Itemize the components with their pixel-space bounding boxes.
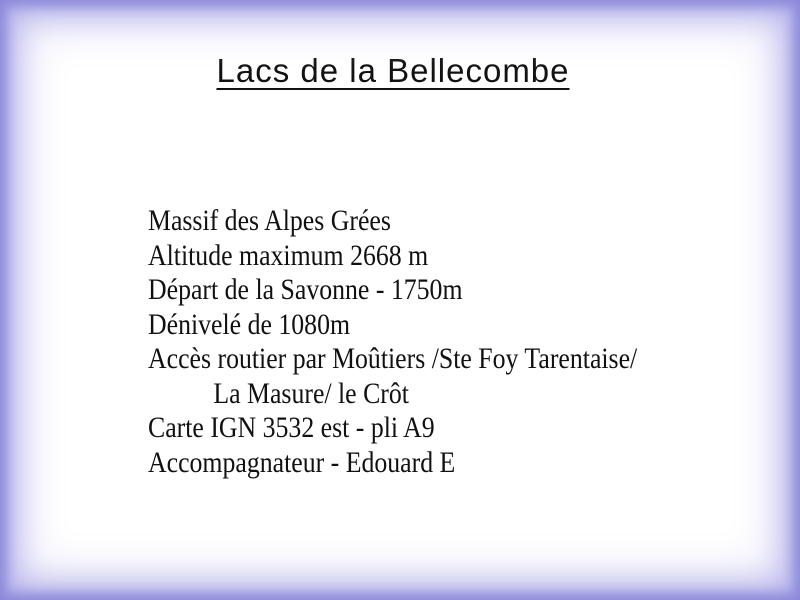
detail-ign-map: Carte IGN 3532 est - pli A9 xyxy=(148,411,435,444)
slide-title-text: Lacs de la Bellecombe xyxy=(216,52,570,89)
detail-departure: Départ de la Savonne - 1750m xyxy=(148,273,463,306)
detail-guide: Accompagnateur - Edouard E xyxy=(148,445,456,479)
slide-title xyxy=(0,51,786,91)
detail-altitude: Altitude maximum 2668 m xyxy=(148,238,429,272)
detail-elevation-gain: Dénivelé de 1080m xyxy=(148,307,351,341)
detail-massif: Massif des Alpes Grées xyxy=(148,204,391,237)
trip-details-list xyxy=(148,204,637,480)
detail-road-access-continued: La Masure/ le Crôt xyxy=(213,376,409,410)
detail-road-access: Accès routier par Moûtiers /Ste Foy Tarentaise/ xyxy=(148,342,638,375)
